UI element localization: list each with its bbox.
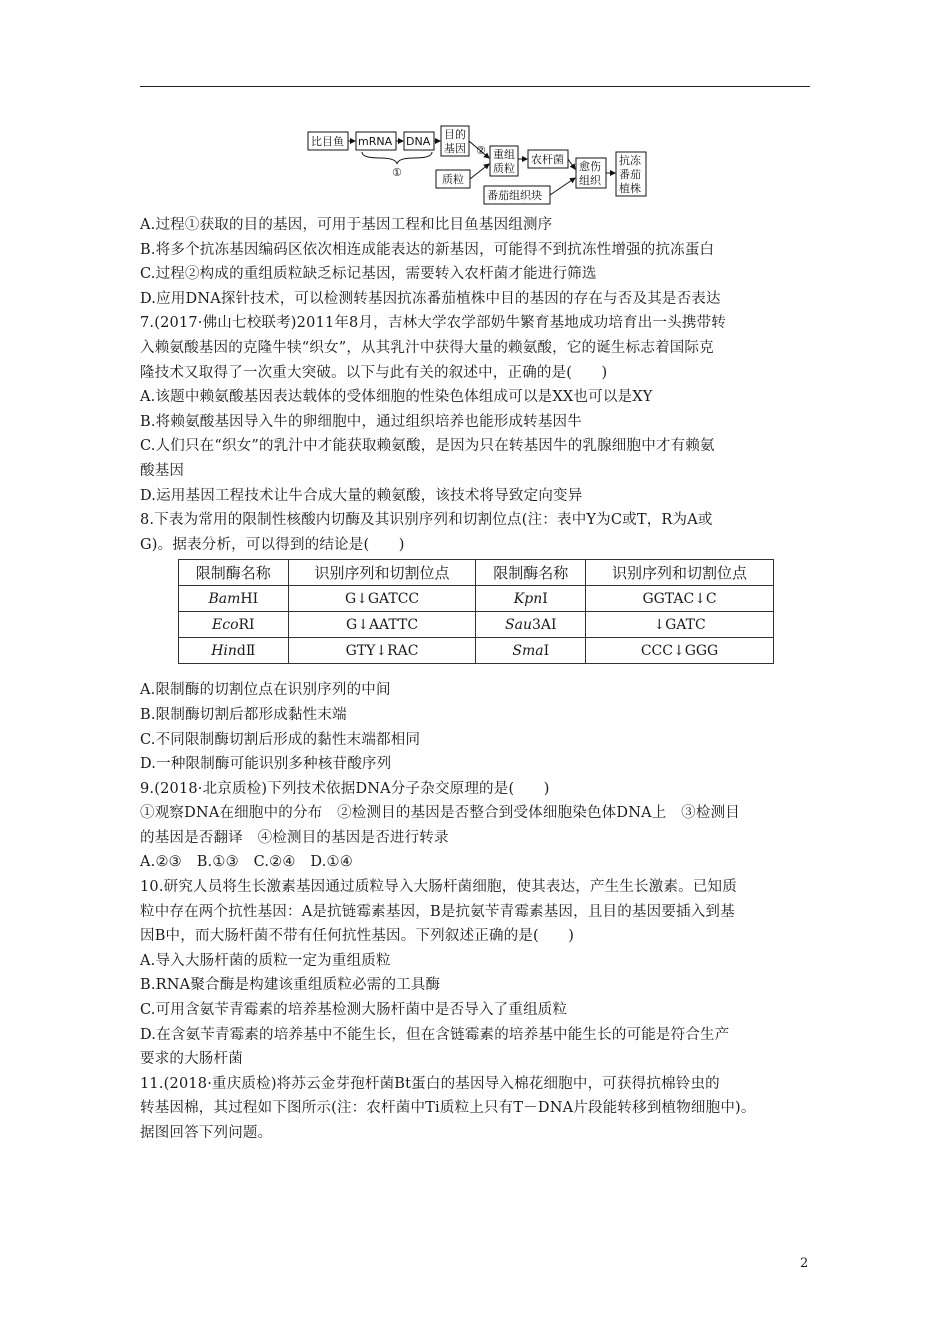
recognition-site: G↓AATTC — [288, 612, 476, 638]
text-line: 隆技术又取得了一次重大突破。以下与此有关的叙述中，正确的是( ) — [140, 364, 608, 381]
q9-option: C.②④ — [253, 854, 296, 871]
diagram-recombinant-2: 质粒 — [493, 162, 515, 175]
table-row — [179, 612, 774, 638]
text-line: 7.(2017·佛山七校联考)2011年8月，吉林大学农学部奶牛繁育基地成功培育出一头携带转 — [140, 315, 726, 332]
page-number: 2 — [800, 1256, 809, 1271]
enzyme-name — [476, 612, 586, 638]
diagram-callus-1: 愈伤 — [579, 160, 601, 173]
q9-option: B.①③ — [196, 854, 239, 871]
enzyme-name-italic: Hin — [211, 642, 237, 659]
header-rule — [140, 86, 810, 87]
diagram-recombinant-1: 重组 — [493, 148, 515, 161]
enzyme-name-italic: Sma — [512, 642, 544, 659]
diagram-step1: ① — [392, 166, 402, 179]
diagram-dna: DNA — [406, 135, 431, 148]
text-line: ①观察DNA在细胞中的分布 ②检测目的基因是否整合到受体细胞染色体DNA上 ③检测目 — [140, 805, 740, 822]
text-line: 8.下表为常用的限制性核酸内切酶及其识别序列和切割位点(注：表中Y为C或T，R为A或 — [140, 512, 713, 529]
text-line: B.限制酶切割后都形成黏性末端 — [140, 706, 347, 723]
text-line: 转基因棉，其过程如下图所示(注：农杆菌中Ti质粒上只有T－DNA片段能转移到植物细胞中)。 — [140, 1100, 756, 1117]
text-line: 11.(2018·重庆质检)将苏云金芽孢杆菌Bt蛋白的基因导入棉花细胞中，可获得抗棉铃虫的 — [140, 1075, 720, 1092]
text-line: D.运用基因工程技术让牛合成大量的赖氨酸，该技术将导致定向变异 — [140, 487, 583, 504]
recognition-site: GTY↓RAC — [288, 638, 476, 664]
table-header: 识别序列和切割位点 — [288, 560, 476, 586]
enzyme-name — [179, 586, 289, 612]
text-line: 粒中存在两个抗性基因：A是抗链霉素基因，B是抗氨苄青霉素基因，且目的基因要插入到基 — [140, 903, 735, 920]
page-content — [140, 213, 820, 1146]
enzyme-name-rest: 3AⅠ — [531, 616, 557, 633]
enzyme-name-italic: Bam — [208, 590, 241, 607]
diagram-callus-2: 组织 — [579, 174, 601, 187]
text-line: 10.研究人员将生长激素基因通过质粒导入大肠杆菌细胞，使其表达，产生生长激素。已知质 — [140, 879, 737, 896]
table-row — [179, 638, 774, 664]
diagram-step2: ② — [476, 144, 486, 157]
diagram-target-gene-1: 目的 — [444, 128, 466, 141]
table-header-row — [179, 560, 774, 586]
diagram-agro: 农杆菌 — [531, 153, 564, 166]
q9-option: A.②③ — [140, 854, 182, 871]
text-line: A.过程①获取的目的基因，可用于基因工程和比目鱼基因组测序 — [140, 217, 553, 233]
q9-option: D.①④ — [310, 854, 353, 871]
restriction-enzyme-table — [178, 559, 774, 664]
text-line: G)。据表分析，可以得到的结论是( ) — [140, 536, 405, 553]
diagram-plant-3: 植株 — [619, 182, 641, 195]
text-line: 因B中，而大肠杆菌不带有任何抗性基因。下列叙述正确的是( ) — [140, 928, 575, 945]
diagram-tomato-tissue: 番茄组织块 — [487, 189, 542, 202]
enzyme-name-italic: Sau — [505, 616, 532, 633]
enzyme-name-italic: Kpn — [513, 590, 543, 607]
table-header: 限制酶名称 — [179, 560, 289, 586]
text-line: 入赖氨酸基因的克隆牛犊“织女”，从其乳汁中获得大量的赖氨酸，它的诞生标志着国际克 — [140, 339, 714, 356]
enzyme-name — [476, 638, 586, 664]
enzyme-name-rest: dⅡ — [236, 642, 256, 659]
text-line: 9.(2018·北京质检)下列技术依据DNA分子杂交原理的是( ) — [140, 780, 550, 797]
recognition-site: ↓GATC — [586, 612, 774, 638]
table-header: 限制酶名称 — [476, 560, 586, 586]
text-line: A.该题中赖氨酸基因表达载体的受体细胞的性染色体组成可以是XX也可以是XY — [140, 389, 653, 406]
enzyme-name — [476, 586, 586, 612]
text-line: C.过程②构成的重组质粒缺乏标记基因，需要转入农杆菌才能进行筛选 — [140, 266, 597, 283]
text-line: B.将赖氨酸基因导入牛的卵细胞中，通过组织培养也能形成转基因牛 — [140, 413, 582, 430]
text-line: 酸基因 — [140, 462, 185, 479]
transgenic-tomato-diagram — [300, 120, 680, 210]
table-row — [179, 586, 774, 612]
text-line: D.在含氨苄青霉素的培养基中不能生长，但在含链霉素的培养基中能生长的可能是符合生产 — [140, 1026, 730, 1043]
recognition-site: CCC↓GGG — [586, 638, 774, 664]
text-line: A.导入大肠杆菌的质粒一定为重组质粒 — [140, 952, 391, 969]
table-header: 识别序列和切割位点 — [586, 560, 774, 586]
diagram-plasmid: 质粒 — [442, 173, 464, 186]
text-line: D.应用DNA探针技术，可以检测转基因抗冻番茄植株中目的基因的存在与否及其是否表达 — [140, 290, 721, 307]
enzyme-name — [179, 612, 289, 638]
diagram-fish: 比目鱼 — [311, 135, 344, 148]
enzyme-name-rest: HⅠ — [240, 590, 259, 607]
recognition-site: GGTAC↓C — [586, 586, 774, 612]
enzyme-name — [179, 638, 289, 664]
text-line: 据图回答下列问题。 — [140, 1125, 273, 1141]
enzyme-name-rest: RⅠ — [238, 616, 255, 633]
text-line: B.将多个抗冻基因编码区依次相连成能表达的新基因，可能得不到抗冻性增强的抗冻蛋白 — [140, 241, 715, 258]
text-line: D.一种限制酶可能识别多种核苷酸序列 — [140, 756, 392, 773]
text-line: A.限制酶的切割位点在识别序列的中间 — [140, 682, 391, 699]
diagram-plant-2: 番茄 — [619, 168, 641, 181]
enzyme-name-rest: Ⅰ — [543, 642, 550, 659]
q9-options — [140, 850, 820, 875]
text-line: B.RNA聚合酶是构建该重组质粒必需的工具酶 — [140, 977, 441, 994]
recognition-site: G↓GATCC — [288, 586, 476, 612]
text-line: C.可用含氨苄青霉素的培养基检测大肠杆菌中是否导入了重组质粒 — [140, 1002, 568, 1019]
diagram-mrna: mRNA — [358, 135, 393, 148]
diagram-target-gene-2: 基因 — [444, 142, 466, 155]
text-line: C.人们只在“织女”的乳汁中才能获取赖氨酸，是因为只在转基因牛的乳腺细胞中才有赖氨 — [140, 438, 715, 455]
enzyme-name-italic: Eco — [212, 616, 239, 633]
text-line: 要求的大肠杆菌 — [140, 1051, 243, 1068]
text-line: C.不同限制酶切割后形成的黏性末端都相同 — [140, 731, 421, 748]
diagram-plant-1: 抗冻 — [619, 154, 641, 167]
enzyme-name-rest: Ⅰ — [542, 590, 548, 607]
text-line: 的基因是否翻译 ④检测目的基因是否进行转录 — [140, 829, 449, 846]
